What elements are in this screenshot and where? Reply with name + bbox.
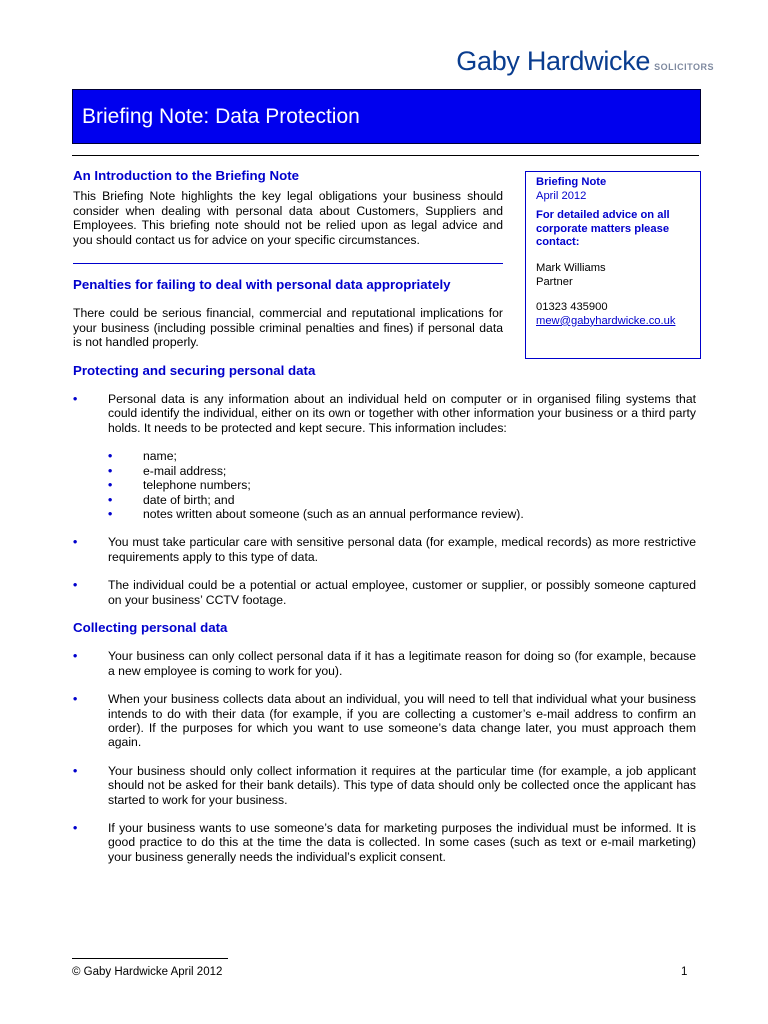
header-divider: [72, 155, 699, 156]
sublist-item-text: name;: [143, 449, 177, 464]
bullet-icon: •: [73, 763, 78, 778]
protecting-list: [73, 392, 696, 607]
bullet-icon: •: [73, 535, 78, 550]
list-item: [73, 764, 696, 807]
bullet-icon: •: [108, 463, 113, 478]
list-item: [73, 692, 696, 750]
list-item-text: You must take particular care with sensitive personal data (for example, medical records) as more restrictive requirements apply to this type of data.: [108, 535, 696, 564]
penalties-paragraph: There could be serious financial, commercial and reputational implications for your business (including possible criminal penalties and fines) if personal data is not handled properly.: [73, 306, 503, 350]
sublist-item: [108, 478, 696, 492]
personal-data-sublist: [108, 449, 696, 521]
list-item: [73, 821, 696, 864]
sublist-item-text: telephone numbers;: [143, 478, 251, 493]
bullet-icon: •: [73, 692, 78, 707]
bullet-icon: •: [108, 478, 113, 493]
contact-box-advice: For detailed advice on all corporate matters please contact:: [536, 209, 670, 249]
list-item: [73, 535, 696, 564]
contact-role: Partner: [536, 275, 573, 288]
penalties-heading: Penalties for failing to deal with personal data appropriately: [73, 277, 451, 293]
page-number: 1: [681, 966, 688, 978]
sublist-item-text: e-mail address;: [143, 463, 227, 478]
footer-divider: [72, 958, 228, 959]
bullet-icon: •: [108, 492, 113, 507]
list-item-text: Your business can only collect personal data if it has a legitimate reason for doing so (for example, because a new employee is coming to work for you).: [108, 649, 696, 678]
footer-copyright: © Gaby Hardwicke April 2012: [72, 966, 223, 978]
logo-name: Gaby Hardwicke: [456, 46, 651, 76]
document-title: Briefing Note: Data Protection: [82, 104, 360, 128]
protecting-heading: Protecting and securing personal data: [73, 362, 316, 378]
list-item-text: If your business wants to use someone’s data for marketing purposes the individual must be informed. It is good practice to do this at the time the data is collected. In some cases (such as text or e-mail marketing) your business generally needs the individual’s explicit consent.: [108, 821, 696, 864]
bullet-icon: •: [73, 578, 78, 593]
sublist-item: [108, 507, 696, 521]
bullet-icon: •: [73, 821, 78, 835]
list-item-text: Your business should only collect information it requires at the particular time (for example, a job applicant should not be asked for their bank details). This type of data should only be collected once the applicant has started to work for your business.: [108, 763, 696, 807]
list-item: [73, 578, 696, 607]
intro-paragraph: This Briefing Note highlights the key legal obligations your business should consider when dealing with personal data about Customers, Suppliers and Employees. This briefing note should not be relied upon as legal advice and you should contact us for advice on your specific circumstances.: [73, 189, 503, 247]
bullet-icon: •: [73, 649, 78, 664]
sublist-item: [108, 493, 696, 507]
list-item-text: When your business collects data about an individual, you will need to tell that individual what your business intends to do with their data (for example, if you are collecting a customer’s e-mail address to confirm an order). If the purposes for which you want to use someone’s data change later, you must approach them again.: [108, 692, 696, 750]
contact-phone: 01323 435900: [536, 301, 608, 314]
list-item-text: The individual could be a potential or actual employee, customer or supplier, or possibly someone captured on your business’ CCTV footage.: [108, 578, 696, 607]
collecting-list: [73, 649, 696, 864]
sublist-item: [108, 464, 696, 478]
company-logo: [456, 46, 714, 77]
contact-email-link[interactable]: mew@gabyhardwicke.co.uk: [536, 314, 676, 327]
title-banner: [72, 89, 701, 144]
list-item-text: Personal data is any information about an individual held on computer or in organised filing systems that could identify the individual, either on its own or together with other information your business or a third party holds. It needs to be protected and kept secure. This information includes:: [108, 392, 696, 435]
contact-box-date: April 2012: [536, 189, 587, 202]
list-item: [73, 392, 696, 521]
sublist-item-text: date of birth; and: [143, 492, 235, 507]
collecting-heading: Collecting personal data: [73, 619, 228, 635]
bullet-icon: •: [108, 506, 113, 521]
bullet-icon: •: [73, 392, 78, 407]
contact-name: Mark Williams: [536, 261, 606, 274]
bullet-icon: •: [108, 449, 113, 464]
main-content: [73, 169, 696, 864]
list-item: [73, 649, 696, 678]
contact-box-title: Briefing Note: [536, 176, 607, 188]
logo-subtitle: SOLICITORS: [654, 62, 714, 72]
intro-heading: An Introduction to the Briefing Note: [73, 168, 300, 183]
sublist-item: [108, 449, 696, 463]
sublist-item-text: notes written about someone (such as an annual performance review).: [143, 506, 524, 521]
